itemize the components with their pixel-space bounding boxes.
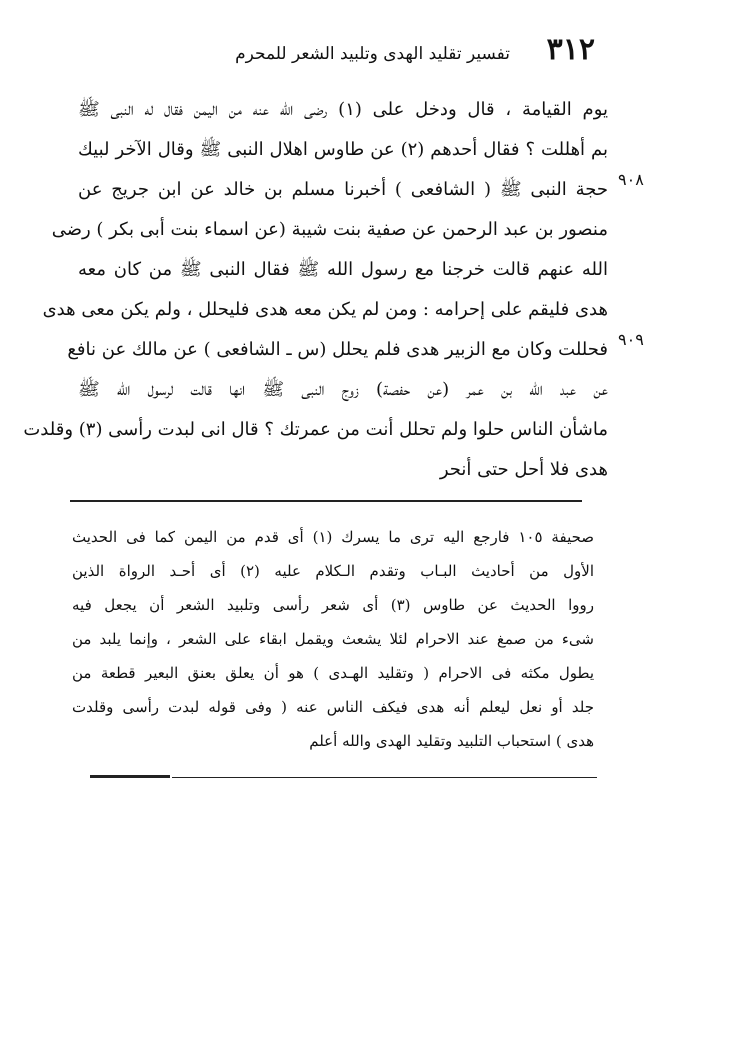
bottom-rule [172,777,597,778]
text-line: منصور بن عبد الرحمن عن صفية بنت شيبة (عن اسماء بنت أبى بكر ) رضى [51,219,608,240]
bottom-rule [90,775,170,778]
text-line: يوم القيامة ، قال ودخل على (١) رضى الله عنه من اليمن فقال له النبى ﷺ [78,99,609,120]
running-title: تفسير تقليد الهدى وتلبيد الشعر للمحرم [235,44,510,64]
main-text [23,90,609,490]
footnote-line: الأول من أحاديث البـاب وتقدم الـكلام عليه (٢) أى أحـد الرواة الذين [72,562,595,580]
running-header [200,34,595,74]
footnotes [72,520,594,758]
hadith-number: ٩٠٩ [618,330,644,349]
text-line: الله عنهم قالت خرجنا مع رسول الله ﷺ فقال النبى ﷺ من كان معه [78,259,608,280]
text-line: حجة النبى ﷺ ( الشافعى ) أخبرنا مسلم بن خالد عن ابن جريج عن [78,179,608,200]
text-line: هدى فلا أحل حتى أنحر [439,459,608,480]
footnote-line: صحيفة ١٠٥ فارجع اليه ترى ما يسرك (١) أى قدم من اليمن كما فى الحديث [72,528,595,546]
text-line: فحللت وكان مع الزبير هدى فلم يحلل (س ـ الشافعى ) عن مالك عن نافع [67,339,608,360]
footnote-line: جلد أو نعل ليعلم أنه هدى فيكف الناس عنه ( وفى قوله لبدت رأسى وقلدت [72,698,594,716]
text-line: ماشأن الناس حلوا ولم تحلل أنت من عمرتك ؟ قال انى لبدت رأسى (٣) وقلدت [23,419,608,440]
footnote-separator [70,500,582,502]
footnote-line: هدى ) استحباب التلبيد وتقليد الهدى والله أعلم [309,732,594,750]
footnote-line: رووا الحديث عن طاوس (٣) أى شعر رأسى وتلبيد الشعر أن يجعل فيه [72,596,594,614]
footnote-line: يطول مكثه فى الاحرام ( وتقليد الهـدى ) هو أن يعلق بعنق البعير قطعة من [72,664,594,682]
hadith-number: ٩٠٨ [618,170,644,189]
text-line: عن عبد الله بن عمر (عن حفصة) زوج النبى ﷺ انها قالت لرسول الله ﷺ [78,379,608,400]
footnote-line: شىء من صمغ عند الاحرام لئلا يشعث ويقمل ابقاء على الشعر ، وإنما يلبد من [72,630,594,648]
page-number: ٣١٢ [546,32,595,67]
text-line: بم أهللت ؟ فقال أحدهم (٢) عن طاوس اهلال النبى ﷺ وقال الآخر لبيك [78,139,608,160]
text-line: هدى فليقم على إحرامه : ومن لم يكن معه هدى فليحلل ، ولم يكن معى هدى [42,299,608,320]
